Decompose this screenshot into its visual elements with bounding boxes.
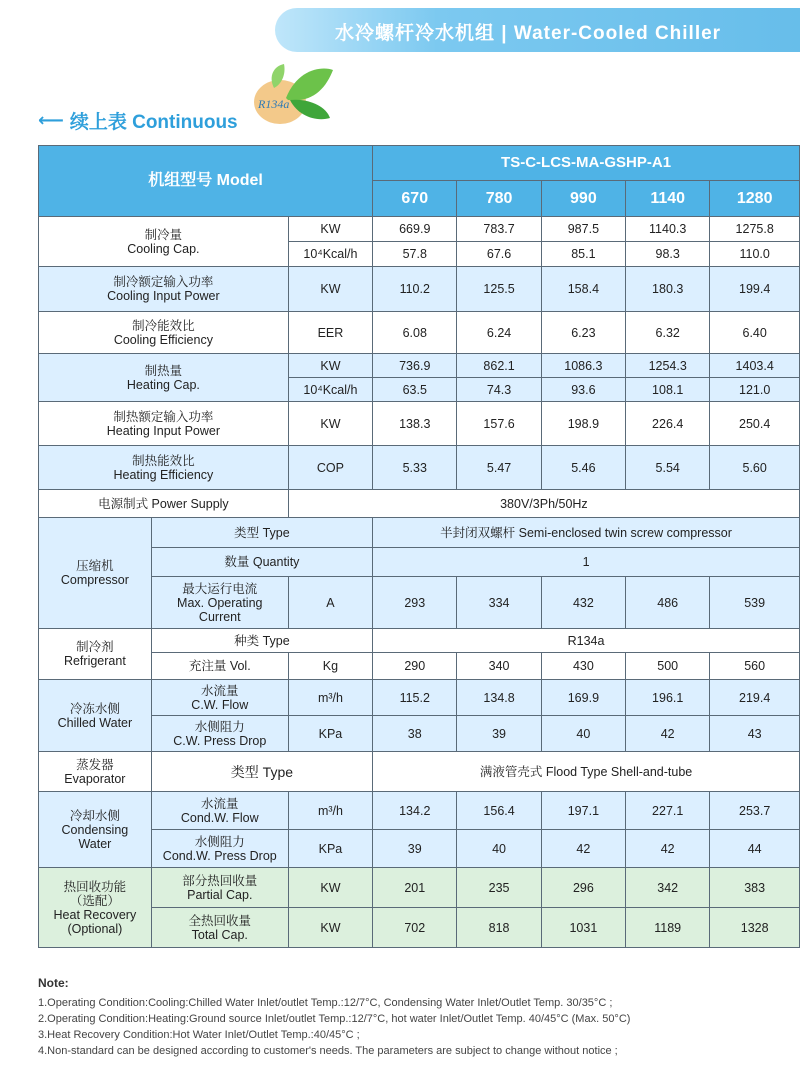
value-cell: 169.9 [541, 680, 625, 716]
value-cell: 219.4 [710, 680, 800, 716]
unit-cell: 10⁴Kcal/h [288, 378, 372, 402]
value-cell: 125.5 [457, 267, 541, 312]
unit-cell: KW [288, 267, 372, 312]
unit-cell: KPa [288, 830, 372, 868]
sub-label: 数量 Quantity [151, 548, 372, 577]
table-row [39, 577, 800, 629]
note-item: 3.Heat Recovery Condition:Hot Water Inlet/Outlet Temp.:40/45°C ; [38, 1029, 360, 1041]
table-row [39, 752, 800, 792]
value-cell: 500 [626, 653, 710, 680]
value-cell: 39 [457, 716, 541, 752]
value-cell: 430 [541, 653, 625, 680]
table-row [39, 653, 800, 680]
value-cell: 63.5 [373, 378, 457, 402]
value-cell: 736.9 [373, 354, 457, 378]
value-cell: 85.1 [541, 242, 625, 267]
table-row [39, 312, 800, 354]
value-cell: 42 [541, 830, 625, 868]
sub-label: 最大运行电流 Max. Operating Current [151, 577, 288, 629]
sub-label: 类型 Type [151, 518, 372, 548]
value-cell: 158.4 [541, 267, 625, 312]
unit-cell: KW [288, 402, 372, 446]
value-cell: 98.3 [626, 242, 710, 267]
capacity-cell: 1280 [710, 181, 800, 217]
value-cell: 121.0 [710, 378, 800, 402]
value-cell: 1140.3 [626, 217, 710, 242]
value-cell: 702 [373, 908, 457, 948]
sub-label: 全热回收量 Total Cap. [151, 908, 288, 948]
value-cell: 235 [457, 868, 541, 908]
value-cell: 987.5 [541, 217, 625, 242]
unit-cell: EER [288, 312, 372, 354]
value-cell: 1403.4 [710, 354, 800, 378]
power-value: 380V/3Ph/50Hz [288, 490, 799, 518]
group-label: 蒸发器 Evaporator [39, 752, 152, 792]
value-cell: 486 [626, 577, 710, 629]
group-label: 冷却水侧 Condensing Water [39, 792, 152, 868]
value-cell: 862.1 [457, 354, 541, 378]
value-cell: 1328 [710, 908, 800, 948]
spec-table [38, 145, 800, 948]
unit-cell: KW [288, 868, 372, 908]
value-cell: 293 [373, 577, 457, 629]
unit-cell: KW [288, 354, 372, 378]
value-cell: 783.7 [457, 217, 541, 242]
value-cell: 134.8 [457, 680, 541, 716]
value-cell: 539 [710, 577, 800, 629]
value-cell: 110.0 [710, 242, 800, 267]
value-cell: 818 [457, 908, 541, 948]
value-cell: 6.32 [626, 312, 710, 354]
value-cell: 67.6 [457, 242, 541, 267]
value-cell: 42 [626, 716, 710, 752]
unit-cell: KPa [288, 716, 372, 752]
row-label: 制冷量 Cooling Cap. [39, 217, 289, 267]
value-cell: 157.6 [457, 402, 541, 446]
unit-cell: KW [288, 908, 372, 948]
unit-cell: KW [288, 217, 372, 242]
value-cell: 5.60 [710, 446, 800, 490]
value-cell: 198.9 [541, 402, 625, 446]
sub-label: 水侧阻力 Cond.W. Press Drop [151, 830, 288, 868]
value-cell: 180.3 [626, 267, 710, 312]
capacity-cell: 1140 [626, 181, 710, 217]
table-row [39, 490, 800, 518]
value-cell: 432 [541, 577, 625, 629]
value-cell: 6.23 [541, 312, 625, 354]
notes-title: Note: [38, 976, 69, 990]
value-cell: 115.2 [373, 680, 457, 716]
group-label: 压缩机 Compressor [39, 518, 152, 629]
table-row [39, 868, 800, 908]
value-cell: 6.24 [457, 312, 541, 354]
value-cell: 138.3 [373, 402, 457, 446]
group-label: 制冷剂 Refrigerant [39, 629, 152, 680]
value-cell: 38 [373, 716, 457, 752]
table-row [39, 518, 800, 548]
value-cell: 296 [541, 868, 625, 908]
table-row [39, 830, 800, 868]
value-cell: 5.46 [541, 446, 625, 490]
value-cell: 39 [373, 830, 457, 868]
capacity-cell: 780 [457, 181, 541, 217]
table-row [39, 446, 800, 490]
table-row [39, 267, 800, 312]
value-cell: 196.1 [626, 680, 710, 716]
unit-cell: m³/h [288, 792, 372, 830]
table-row [39, 217, 800, 242]
value-cell: 1086.3 [541, 354, 625, 378]
continued-label [38, 107, 238, 134]
continued-text: 续上表 Continuous [69, 112, 238, 133]
table-row [39, 908, 800, 948]
value-cell: 227.1 [626, 792, 710, 830]
unit-cell: Kg [288, 653, 372, 680]
value-cell: 40 [457, 830, 541, 868]
value-cell: 340 [457, 653, 541, 680]
sub-label: 种类 Type [151, 629, 372, 653]
value-cell: 334 [457, 577, 541, 629]
value-cell: 40 [541, 716, 625, 752]
value-cell: 156.4 [457, 792, 541, 830]
capacity-cell: 990 [541, 181, 625, 217]
value-cell: 226.4 [626, 402, 710, 446]
value-cell: 108.1 [626, 378, 710, 402]
value-cell: 5.47 [457, 446, 541, 490]
value-cell: 6.08 [373, 312, 457, 354]
merged-value: R134a [373, 629, 800, 653]
sub-label: 水流量 C.W. Flow [151, 680, 288, 716]
merged-value: 满液管壳式 Flood Type Shell-and-tube [373, 752, 800, 792]
value-cell: 44 [710, 830, 800, 868]
table-row [39, 716, 800, 752]
value-cell: 250.4 [710, 402, 800, 446]
value-cell: 6.40 [710, 312, 800, 354]
unit-cell: A [288, 577, 372, 629]
sub-label: 充注量 Vol. [151, 653, 288, 680]
merged-value: 半封闭双螺杆 Semi-enclosed twin screw compressor [373, 518, 800, 548]
table-row [39, 629, 800, 653]
note-item: 2.Operating Condition:Heating:Ground source Inlet/outlet Temp.:12/7°C, hot water Inlet/Outlet Temp. 40/45°C (Max. 50°C) [38, 1013, 631, 1025]
model-series: TS-C-LCS-MA-GSHP-A1 [373, 146, 800, 181]
row-label: 制热量 Heating Cap. [39, 354, 289, 402]
value-cell: 197.1 [541, 792, 625, 830]
row-label: 制冷额定输入功率 Cooling Input Power [39, 267, 289, 312]
value-cell: 5.54 [626, 446, 710, 490]
arrow-left-icon: ⟵ [38, 110, 64, 130]
value-cell: 1189 [626, 908, 710, 948]
value-cell: 110.2 [373, 267, 457, 312]
value-cell: 5.33 [373, 446, 457, 490]
table-row [39, 792, 800, 830]
row-label: 制热额定输入功率 Heating Input Power [39, 402, 289, 446]
value-cell: 1275.8 [710, 217, 800, 242]
title-banner [275, 8, 800, 52]
r134a-leaf-logo [238, 58, 338, 138]
value-cell: 199.4 [710, 267, 800, 312]
table-row [39, 354, 800, 378]
header-row [39, 146, 800, 181]
table-row [39, 548, 800, 577]
group-label: 冷冻水侧 Chilled Water [39, 680, 152, 752]
value-cell: 383 [710, 868, 800, 908]
value-cell: 57.8 [373, 242, 457, 267]
value-cell: 560 [710, 653, 800, 680]
sub-label: 水侧阻力 C.W. Press Drop [151, 716, 288, 752]
value-cell: 93.6 [541, 378, 625, 402]
note-item: 4.Non-standard can be designed according to customer's needs. The parameters are subject to change without notice ; [38, 1045, 618, 1057]
unit-cell: m³/h [288, 680, 372, 716]
notes-section [38, 975, 630, 1059]
value-cell: 201 [373, 868, 457, 908]
value-cell: 42 [626, 830, 710, 868]
group-label: 热回收功能 （选配） Heat Recovery (Optional) [39, 868, 152, 948]
row-label: 制冷能效比 Cooling Efficiency [39, 312, 289, 354]
note-item: 1.Operating Condition:Cooling:Chilled Water Inlet/outlet Temp.:12/7°C, Condensing Water Inlet/Outlet Temp. 30/35°C ; [38, 997, 613, 1009]
unit-cell: 10⁴Kcal/h [288, 242, 372, 267]
power-label: 电源制式 Power Supply [39, 490, 289, 518]
value-cell: 669.9 [373, 217, 457, 242]
model-label: 机组型号 Model [39, 146, 373, 217]
banner-title: 水冷螺杆冷水机组 | Water-Cooled Chiller [335, 23, 722, 44]
value-cell: 342 [626, 868, 710, 908]
capacity-cell: 670 [373, 181, 457, 217]
value-cell: 43 [710, 716, 800, 752]
sub-label: 部分热回收量 Partial Cap. [151, 868, 288, 908]
sub-label: 类型 Type [151, 752, 372, 792]
sub-label: 水流量 Cond.W. Flow [151, 792, 288, 830]
value-cell: 290 [373, 653, 457, 680]
value-cell: 1254.3 [626, 354, 710, 378]
row-label: 制热能效比 Heating Efficiency [39, 446, 289, 490]
value-cell: 74.3 [457, 378, 541, 402]
table-row [39, 680, 800, 716]
unit-cell: COP [288, 446, 372, 490]
table-row [39, 402, 800, 446]
value-cell: 253.7 [710, 792, 800, 830]
merged-value: 1 [373, 548, 800, 577]
value-cell: 1031 [541, 908, 625, 948]
value-cell: 134.2 [373, 792, 457, 830]
refrigerant-badge: R134a [258, 97, 290, 111]
